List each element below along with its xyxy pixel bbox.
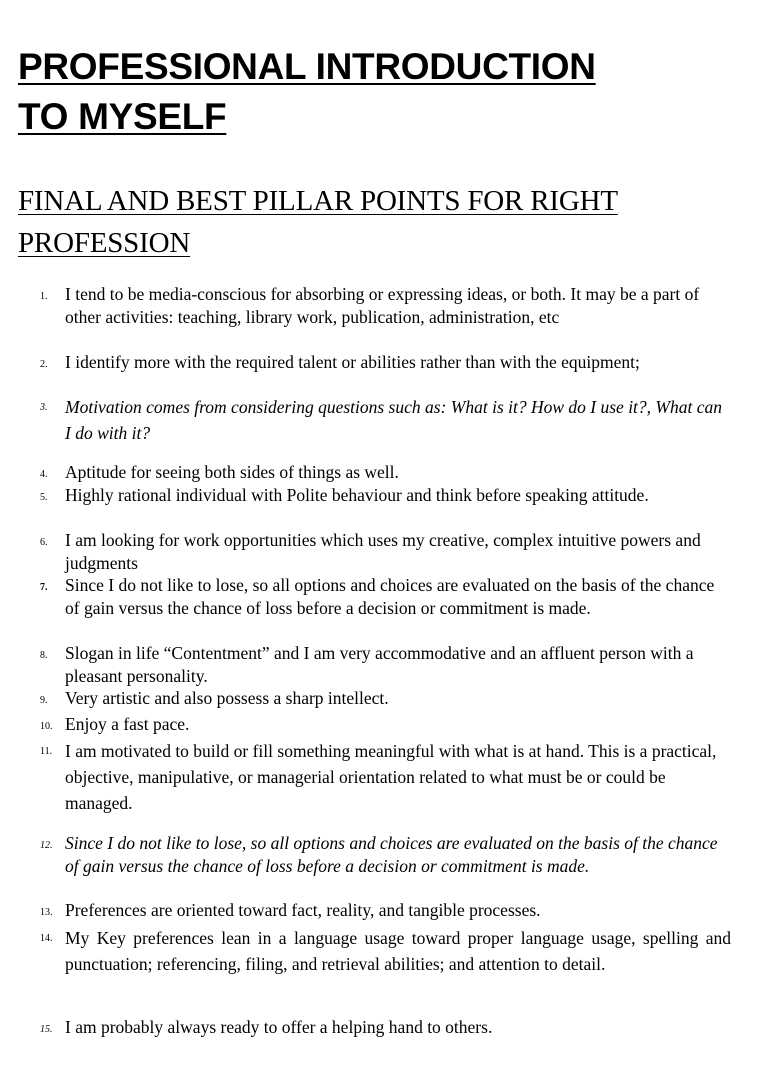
list-number: 3.: [40, 402, 48, 413]
list-text: I identify more with the required talent or abilities rather than with the equipment;: [65, 352, 640, 372]
title-line-2: TO MYSELF: [18, 96, 227, 137]
title-line-1: PROFESSIONAL INTRODUCTION: [18, 46, 596, 87]
list-text: Since I do not like to lose, so all options and choices are evaluated on the basis of the chance of gain versus the chance of loss before a decision or commitment is made.: [65, 833, 718, 876]
list-text: Highly rational individual with Polite behaviour and think before speaking attitude.: [65, 485, 649, 505]
list-number: 10.: [40, 721, 53, 732]
list-number: 7.: [40, 582, 48, 593]
list-text: I am probably always ready to offer a helping hand to others.: [65, 1017, 493, 1037]
document-subtitle: [18, 180, 758, 264]
list-number: 11.: [40, 746, 53, 757]
list-number: 4.: [40, 469, 48, 480]
subtitle-line-2: PROFESSION: [18, 227, 191, 259]
list-number: 8.: [40, 650, 48, 661]
list-number: 6.: [40, 537, 48, 548]
document-title: [18, 42, 758, 142]
list-number: 5.: [40, 492, 48, 503]
list-text: Preferences are oriented toward fact, reality, and tangible processes.: [65, 900, 541, 920]
list-text: Motivation comes from considering questions such as: What is it? How do I use it?, What can I do with it?: [65, 397, 723, 443]
list-text: Very artistic and also possess a sharp intellect.: [65, 688, 389, 708]
list-text: I am motivated to build or fill something meaningful with what is at hand. This is a practical, objective, manipulative, or managerial orientation related to what must be or could be managed.: [65, 741, 717, 813]
list-number: 9.: [40, 695, 48, 706]
list-text: Slogan in life “Contentment” and I am very accommodative and an affluent person with a pleasant personality.: [65, 643, 694, 686]
list-text: My Key preferences lean in a language usage toward proper language usage, spelling and punctuation; referencing, filing, and retrieval abilities; and attention to detail.: [65, 928, 731, 974]
list-number: 1.: [40, 291, 48, 302]
list-text: Since I do not like to lose, so all options and choices are evaluated on the basis of the chance of gain versus the chance of loss before a decision or commitment is made.: [65, 575, 715, 618]
list-number: 15.: [40, 1024, 53, 1035]
list-number: 13.: [40, 907, 53, 918]
list-number: 2.: [40, 359, 48, 370]
list-number: 14.: [40, 933, 53, 944]
list-text: I am looking for work opportunities which uses my creative, complex intuitive powers and judgments: [65, 530, 701, 573]
list-text: Enjoy a fast pace.: [65, 714, 190, 734]
list-number: 12.: [40, 840, 53, 851]
list-text: I tend to be media-conscious for absorbing or expressing ideas, or both. It may be a part of other activities: teaching, library work, publication, administration, etc: [65, 284, 700, 327]
subtitle-line-1: FINAL AND BEST PILLAR POINTS FOR RIGHT: [18, 185, 618, 217]
list-text: Aptitude for seeing both sides of things as well.: [65, 462, 399, 482]
